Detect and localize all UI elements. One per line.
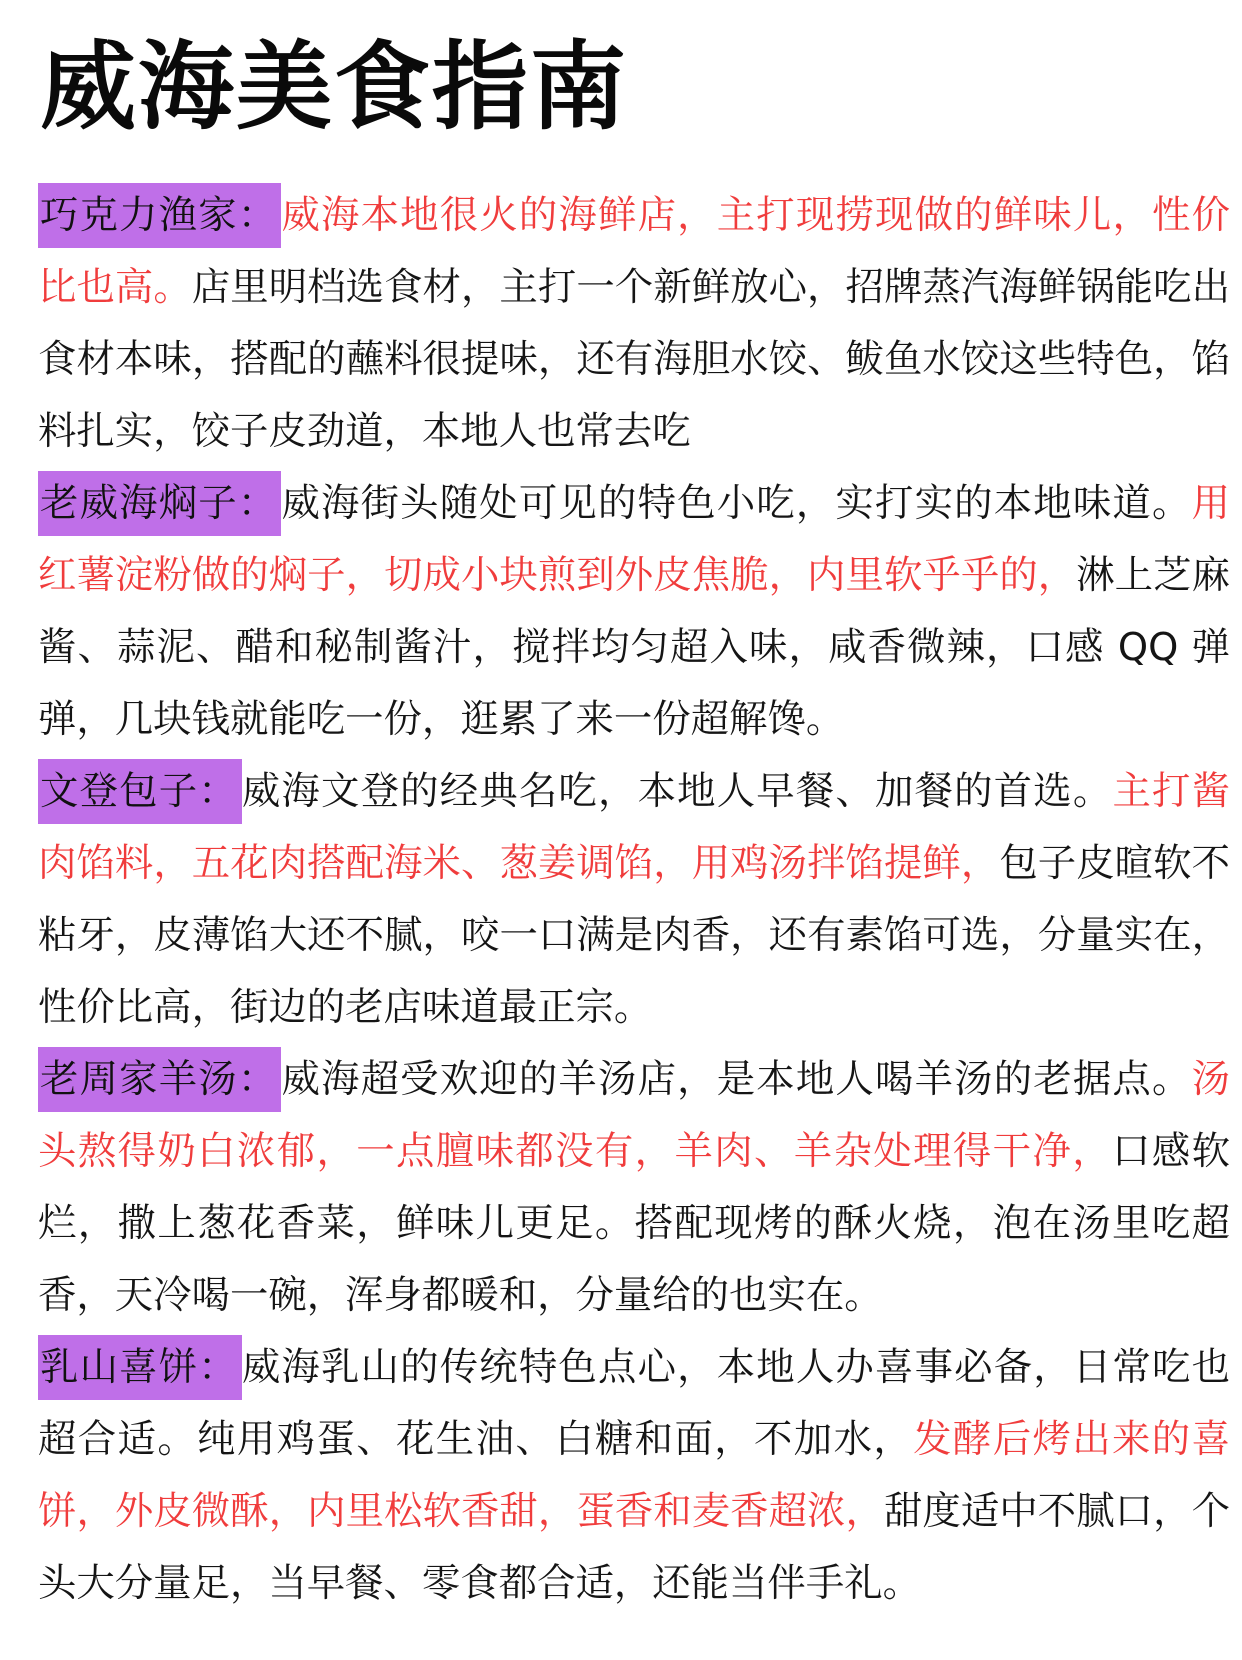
entry-description: 威海乳山的传统特色点心，本地人办喜事必备，日常吃也超合适。纯用鸡蛋、花生油、白糖和面，不加水， — [38, 1345, 1230, 1462]
entry-description: 威海街头随处可见的特色小吃，实打实的本地味道。 — [281, 481, 1192, 526]
entry-wendeng-baozi — [38, 756, 1230, 1044]
entry-name-highlight: 乳山喜饼： — [38, 1335, 242, 1400]
entry-highlight-text: 汤头熬得奶白浓郁，一点膻味都没有，羊肉、羊杂处理得干净， — [38, 1057, 1230, 1174]
entry-description: 淋上芝麻酱、蒜泥、醋和秘制酱汁，搅拌均匀超入味，咸香微辣，口感 QQ 弹弹，几块钱就能吃一份，逛累了来一份超解馋。 — [38, 553, 1230, 742]
entry-description: 威海文登的经典名吃，本地人早餐、加餐的首选。 — [241, 769, 1113, 814]
entry-highlight-text: 用红薯淀粉做的焖子，切成小块煎到外皮焦脆，内里软乎乎的， — [38, 481, 1230, 598]
entry-qiaokeli-yujia — [38, 180, 1230, 468]
entry-name-highlight: 老周家羊汤： — [38, 1047, 281, 1112]
entry-name-highlight: 巧克力渔家： — [38, 183, 281, 248]
entry-highlight-text: 威海本地很火的海鲜店，主打现捞现做的鲜味儿，性价比也高。 — [38, 193, 1230, 310]
entry-description: 店里明档选食材，主打一个新鲜放心，招牌蒸汽海鲜锅能吃出食材本味，搭配的蘸料很提味，还有海胆水饺、鲅鱼水饺这些特色，馅料扎实，饺子皮劲道，本地人也常去吃 — [38, 265, 1230, 454]
guide-content — [38, 180, 1230, 1620]
page-title: 威海美食指南 — [40, 31, 628, 143]
entry-highlight-text: 发酵后烤出来的喜饼，外皮微酥，内里松软香甜，蛋香和麦香超浓， — [38, 1417, 1230, 1534]
entry-rushan-xibing — [38, 1332, 1230, 1620]
entry-name-highlight: 老威海焖子： — [38, 471, 281, 536]
entry-description: 威海超受欢迎的羊汤店，是本地人喝羊汤的老据点。 — [281, 1057, 1192, 1102]
entry-highlight-text: 主打酱肉馅料，五花肉搭配海米、葱姜调馅，用鸡汤拌馅提鲜， — [38, 769, 1230, 886]
entry-description: 包子皮暄软不粘牙，皮薄馅大还不腻，咬一口满是肉香，还有素馅可选，分量实在，性价比高，街边的老店味道最正宗。 — [38, 841, 1230, 1030]
entry-lao-weihai-menzi — [38, 468, 1230, 756]
entry-description: 口感软烂，撒上葱花香菜，鲜味儿更足。搭配现烤的酥火烧，泡在汤里吃超香，天冷喝一碗，浑身都暖和，分量给的也实在。 — [38, 1129, 1230, 1318]
entry-laozhoujia-yangtang — [38, 1044, 1230, 1332]
entry-name-highlight: 文登包子： — [38, 759, 242, 824]
entry-description: 甜度适中不腻口，个头大分量足，当早餐、零食都合适，还能当伴手礼。 — [38, 1489, 1230, 1606]
